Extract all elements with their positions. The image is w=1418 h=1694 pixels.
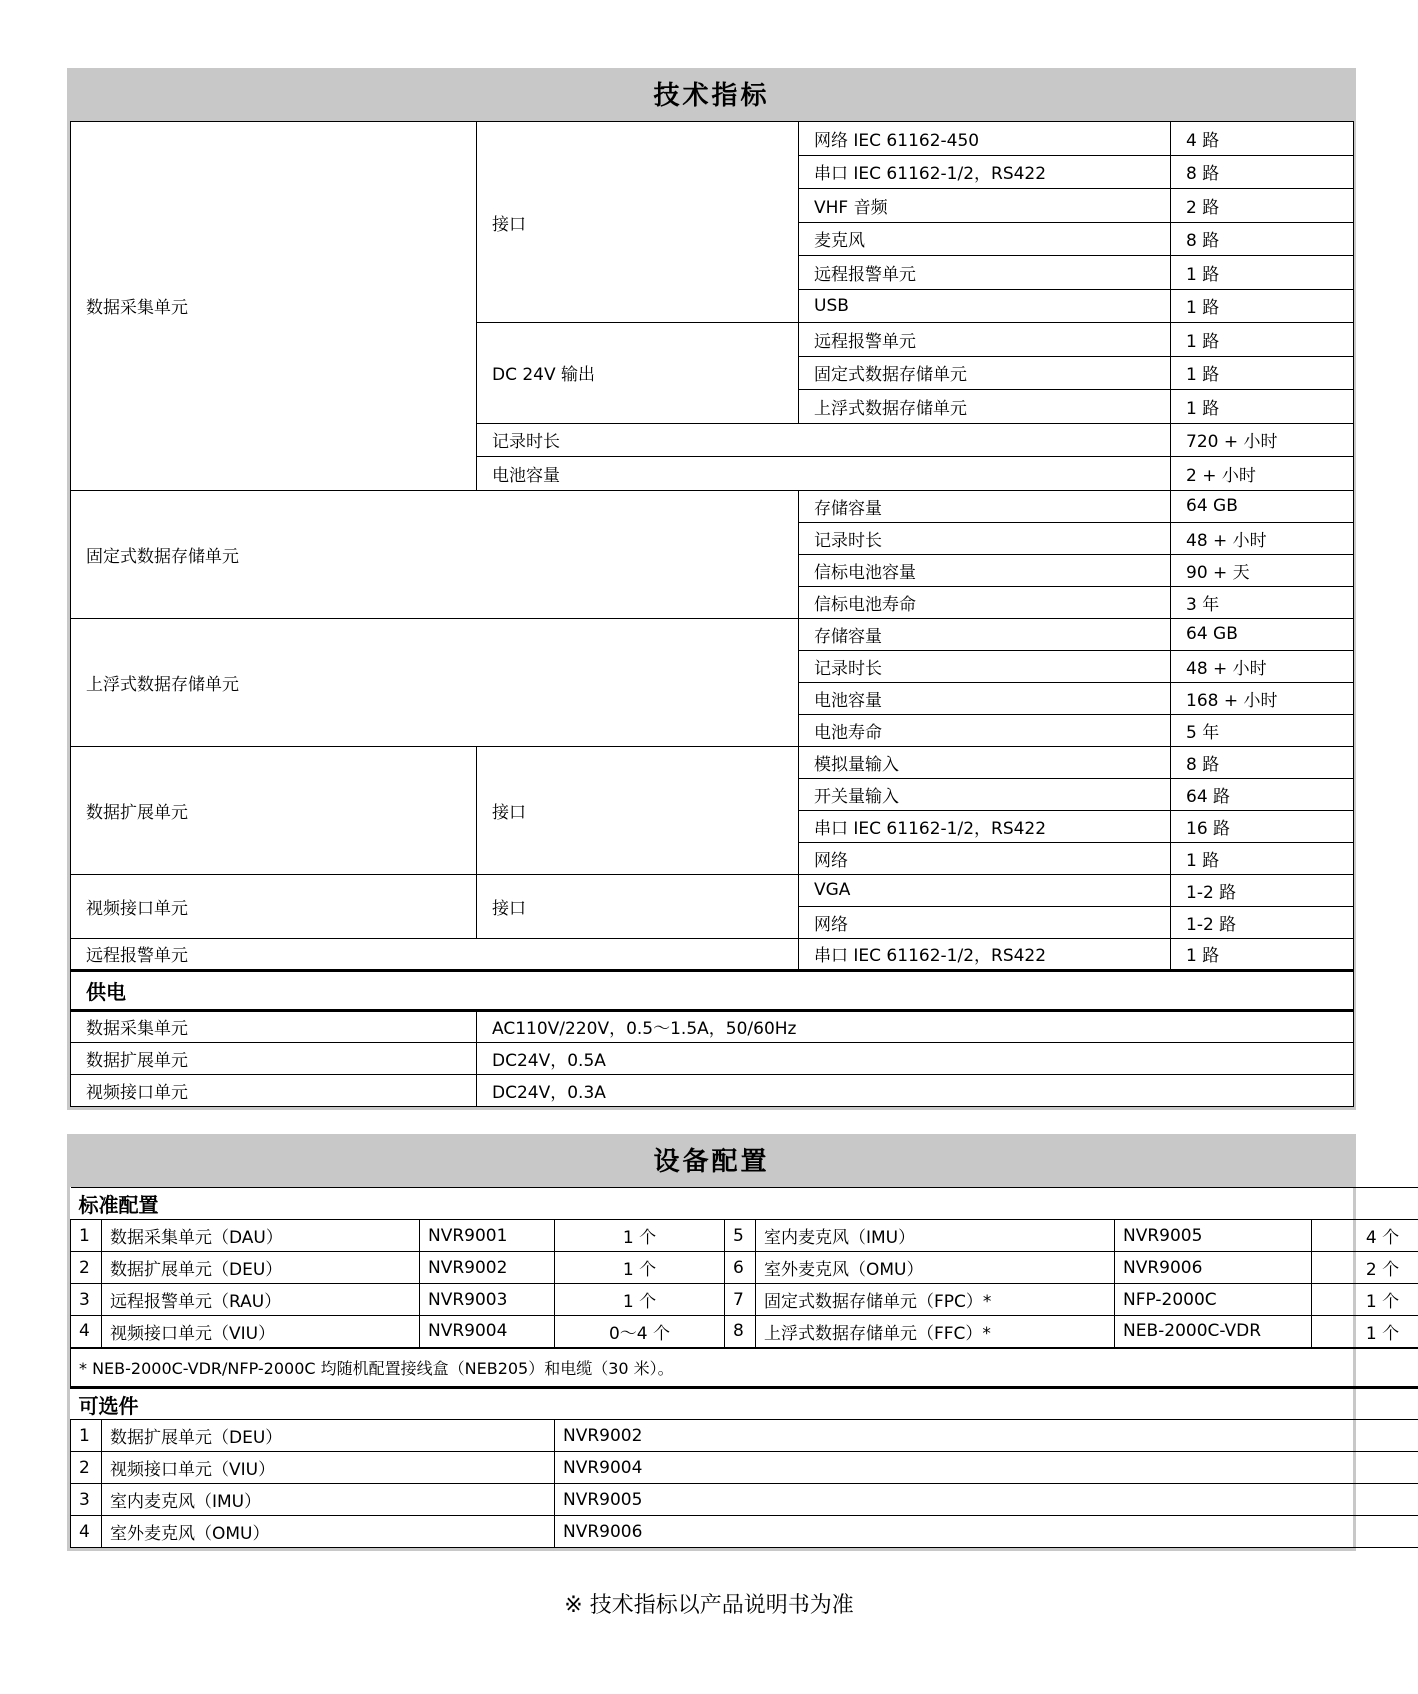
item-model: NVR9002	[420, 1252, 555, 1284]
spec-item-name: 麦克风	[799, 222, 1171, 256]
item-name: 数据扩展单元（DEU）	[102, 1252, 420, 1284]
spec-item-name: 上浮式数据存储单元	[799, 390, 1171, 424]
table-row	[71, 1042, 1354, 1074]
spec-item-value: 1-2 路	[1171, 874, 1354, 906]
item-qty: 1 个	[1312, 1284, 1418, 1316]
item-qty: 1 个	[555, 1252, 725, 1284]
item-name: 固定式数据存储单元（FPC）*	[756, 1284, 1115, 1316]
dau-battery-value: 2 + 小时	[1171, 457, 1354, 491]
dau-interface-label: 接口	[477, 122, 799, 323]
rau-item-name: 串口 IEC 61162-1/2，RS422	[799, 938, 1171, 970]
spec-item-name: USB	[799, 289, 1171, 323]
spec-item-value: 1 路	[1171, 289, 1354, 323]
viu-label: 视频接口单元	[71, 874, 477, 938]
item-qty: 1 个	[1312, 1316, 1418, 1348]
item-model: NEB-2000C-VDR	[1115, 1316, 1312, 1348]
deu-label: 数据扩展单元	[71, 746, 477, 874]
table-row	[71, 1074, 1354, 1106]
spec-item-value: 16 路	[1171, 810, 1354, 842]
spec-item-value: 5 年	[1171, 714, 1354, 746]
rau-item-value: 1 路	[1171, 938, 1354, 970]
table-row	[71, 1010, 1354, 1042]
spec-item-value: 8 路	[1171, 155, 1354, 189]
spec-item-value: 64 GB	[1171, 618, 1354, 650]
item-name: 室外麦克风（OMU）	[756, 1252, 1115, 1284]
spec-item-value: 1 路	[1171, 842, 1354, 874]
dau-label: 数据采集单元	[71, 122, 477, 491]
spec-item-name: VHF 音频	[799, 189, 1171, 223]
spec-item-value: 1 路	[1171, 356, 1354, 390]
row-number: 8	[725, 1316, 756, 1348]
spec-item-value: 1-2 路	[1171, 906, 1354, 938]
fixed-label: 固定式数据存储单元	[71, 490, 799, 618]
spec-item-value: 90 + 天	[1171, 554, 1354, 586]
spec-item-value: 48 + 小时	[1171, 522, 1354, 554]
item-model: NVR9002	[555, 1420, 1418, 1452]
dau-record-label: 记录时长	[477, 423, 1171, 457]
spec-item-value: 1 路	[1171, 390, 1354, 424]
table-row	[71, 938, 1354, 970]
config-note: * NEB-2000C-VDR/NFP-2000C 均随机配置接线盒（NEB205）和电缆（30 米）。	[71, 1348, 1418, 1388]
spec-item-value: 3 年	[1171, 586, 1354, 618]
float-label: 上浮式数据存储单元	[71, 618, 799, 746]
spec-item-name: 开关量输入	[799, 778, 1171, 810]
row-number: 7	[725, 1284, 756, 1316]
row-number: 5	[725, 1220, 756, 1252]
spec-panel	[67, 68, 1356, 1110]
table-row	[71, 1484, 1418, 1516]
table-row	[71, 1452, 1418, 1484]
spec-item-value: 1 路	[1171, 256, 1354, 290]
spec-item-name: 串口 IEC 61162-1/2，RS422	[799, 810, 1171, 842]
spec-item-name: 信标电池寿命	[799, 586, 1171, 618]
table-row	[71, 1220, 1418, 1252]
table-row	[71, 1348, 1418, 1388]
table-row	[71, 746, 1354, 778]
item-name: 视频接口单元（VIU）	[102, 1452, 555, 1484]
config-panel	[67, 1134, 1400, 1551]
spec-item-value: 64 GB	[1171, 490, 1354, 522]
table-row	[71, 490, 1354, 522]
power-value: AC110V/220V，0.5～1.5A，50/60Hz	[477, 1010, 1354, 1042]
spec-item-name: 记录时长	[799, 522, 1171, 554]
spec-item-value: 8 路	[1171, 222, 1354, 256]
item-model: NVR9004	[420, 1316, 555, 1348]
config-table	[70, 1187, 1418, 1548]
item-model: NVR9005	[555, 1484, 1418, 1516]
item-name: 视频接口单元（VIU）	[102, 1316, 420, 1348]
spec-item-name: 网络	[799, 906, 1171, 938]
item-name: 室内麦克风（IMU）	[102, 1484, 555, 1516]
dau-battery-label: 电池容量	[477, 457, 1171, 491]
dau-record-value: 720 + 小时	[1171, 423, 1354, 457]
row-number: 1	[71, 1220, 102, 1252]
item-name: 数据采集单元（DAU）	[102, 1220, 420, 1252]
item-qty: 0～4 个	[555, 1316, 725, 1348]
spec-item-name: 网络 IEC 61162-450	[799, 122, 1171, 156]
item-name: 远程报警单元（RAU）	[102, 1284, 420, 1316]
spec-item-name: 网络	[799, 842, 1171, 874]
spec-item-name: 远程报警单元	[799, 256, 1171, 290]
table-row	[71, 1284, 1418, 1316]
spec-item-name: 模拟量输入	[799, 746, 1171, 778]
item-model: NVR9006	[555, 1516, 1418, 1548]
spec-item-name: 远程报警单元	[799, 323, 1171, 357]
dau-dc-label: DC 24V 输出	[477, 323, 799, 424]
row-number: 1	[71, 1420, 102, 1452]
power-heading: 供电	[71, 970, 1354, 1010]
footer-note: ※ 技术指标以产品说明书为准	[564, 1593, 854, 1618]
spec-item-name: 串口 IEC 61162-1/2，RS422	[799, 155, 1171, 189]
item-name: 数据扩展单元（DEU）	[102, 1420, 555, 1452]
spec-item-name: VGA	[799, 874, 1171, 906]
item-qty: 1 个	[555, 1284, 725, 1316]
item-model: NVR9004	[555, 1452, 1418, 1484]
deu-interface-label: 接口	[477, 746, 799, 874]
row-number: 6	[725, 1252, 756, 1284]
table-row	[71, 122, 1354, 156]
spec-item-name: 存储容量	[799, 618, 1171, 650]
item-qty: 4 个	[1312, 1220, 1418, 1252]
spec-item-value: 64 路	[1171, 778, 1354, 810]
spec-item-value: 1 路	[1171, 323, 1354, 357]
spec-item-name: 存储容量	[799, 490, 1171, 522]
row-number: 3	[71, 1284, 102, 1316]
rau-label: 远程报警单元	[71, 938, 799, 970]
optional-heading: 可选件	[71, 1388, 1418, 1420]
item-model: NVR9003	[420, 1284, 555, 1316]
spec-item-name: 固定式数据存储单元	[799, 356, 1171, 390]
item-name: 室外麦克风（OMU）	[102, 1516, 555, 1548]
spec-item-value: 8 路	[1171, 746, 1354, 778]
row-number: 4	[71, 1516, 102, 1548]
table-row	[71, 1420, 1418, 1452]
table-row	[71, 1188, 1418, 1220]
spec-item-value: 4 路	[1171, 122, 1354, 156]
power-name: 数据扩展单元	[71, 1042, 477, 1074]
power-name: 视频接口单元	[71, 1074, 477, 1106]
row-number: 3	[71, 1484, 102, 1516]
spec-item-name: 信标电池容量	[799, 554, 1171, 586]
spec-item-value: 48 + 小时	[1171, 650, 1354, 682]
config-title: 设备配置	[70, 1137, 1353, 1187]
spec-item-name: 电池容量	[799, 682, 1171, 714]
item-model: NVR9006	[1115, 1252, 1312, 1284]
table-row	[71, 1316, 1418, 1348]
row-number: 2	[71, 1252, 102, 1284]
table-row	[71, 618, 1354, 650]
power-name: 数据采集单元	[71, 1010, 477, 1042]
table-row	[71, 1388, 1418, 1420]
spec-title: 技术指标	[70, 71, 1353, 121]
spec-item-name: 记录时长	[799, 650, 1171, 682]
spec-table	[70, 121, 1354, 1107]
power-value: DC24V，0.3A	[477, 1074, 1354, 1106]
spec-item-name: 电池寿命	[799, 714, 1171, 746]
item-model: NVR9001	[420, 1220, 555, 1252]
spec-item-value: 168 + 小时	[1171, 682, 1354, 714]
item-qty: 1 个	[555, 1220, 725, 1252]
table-row	[71, 1516, 1418, 1548]
item-model: NFP-2000C	[1115, 1284, 1312, 1316]
item-qty: 2 个	[1312, 1252, 1418, 1284]
row-number: 2	[71, 1452, 102, 1484]
row-number: 4	[71, 1316, 102, 1348]
table-row	[71, 1252, 1418, 1284]
item-name: 室内麦克风（IMU）	[756, 1220, 1115, 1252]
power-value: DC24V，0.5A	[477, 1042, 1354, 1074]
viu-interface-label: 接口	[477, 874, 799, 938]
item-model: NVR9005	[1115, 1220, 1312, 1252]
spec-item-value: 2 路	[1171, 189, 1354, 223]
table-row	[71, 970, 1354, 1010]
item-name: 上浮式数据存储单元（FFC）*	[756, 1316, 1115, 1348]
table-row	[71, 874, 1354, 906]
standard-heading: 标准配置	[71, 1188, 1418, 1220]
